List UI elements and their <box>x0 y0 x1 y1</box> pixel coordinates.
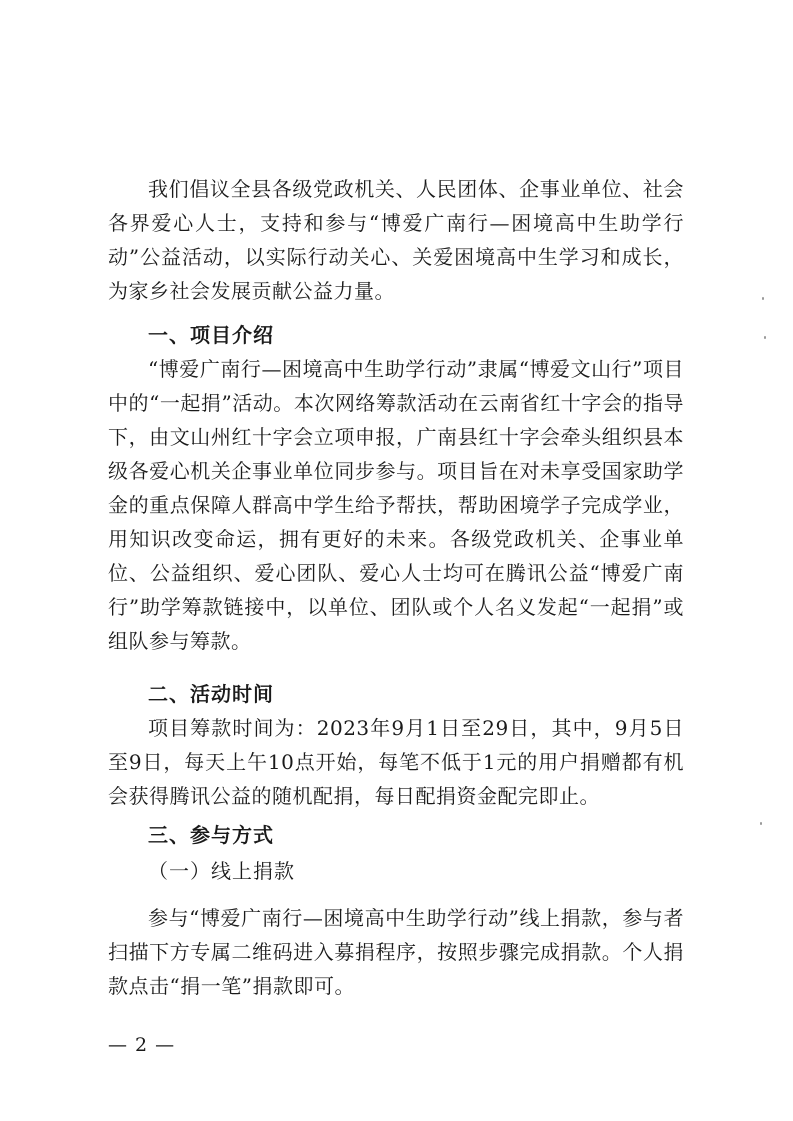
scan-speck <box>764 336 766 339</box>
page-number: — 2 — <box>108 1034 176 1056</box>
intro-paragraph: 我们倡议全县各级党政机关、人民团体、企事业单位、社会各界爱心人士，支持和参与“博爱广南行—困境高中生助学行动”公益活动，以实际行动关心、关爱困境高中生学习和成长，为家乡社会发展贡献公益力量。 <box>108 177 684 303</box>
scan-speck <box>760 822 762 825</box>
project-intro-paragraph: “博爱广南行—困境高中生助学行动”隶属“博爱文山行”项目中的“一起捐”活动。本次网络筹款活动在云南省红十字会的指导下，由文山州红十字会立项申报，广南县红十字会牵头组织县本级各爱心机关企事业单位同步参与。项目旨在对未享受国家助学金的重点保障人群高中学生给予帮扶，帮助困境学子完成学业，用知识改变命运，拥有更好的未来。各级党政机关、企事业单位、公益组织、爱心团队、爱心人士均可在腾讯公益“博爱广南行”助学筹款链接中，以单位、团队或个人名义发起“一起捐”或组队参与筹款。 <box>108 357 684 653</box>
activity-time-paragraph: 项目筹款时间为：2023年9月1日至29日，其中，9月5日至9日，每天上午10点开始，每笔不低于1元的用户捐赠都有机会获得腾讯公益的随机配捐，每日配捐资金配完即止。 <box>108 716 684 808</box>
section-heading-participation: 三、参与方式 <box>148 823 274 847</box>
subheading-online-donation: （一）线上捐款 <box>148 859 295 883</box>
section-heading-activity-time: 二、活动时间 <box>148 682 274 706</box>
section-heading-project-intro: 一、项目介绍 <box>148 323 274 347</box>
online-donation-paragraph: 参与“博爱广南行—困境高中生助学行动”线上捐款，参与者扫描下方专属二维码进入募捐程序，按照步骤完成捐款。个人捐款点击“捐一笔”捐款即可。 <box>108 906 684 998</box>
scan-speck <box>762 297 764 300</box>
